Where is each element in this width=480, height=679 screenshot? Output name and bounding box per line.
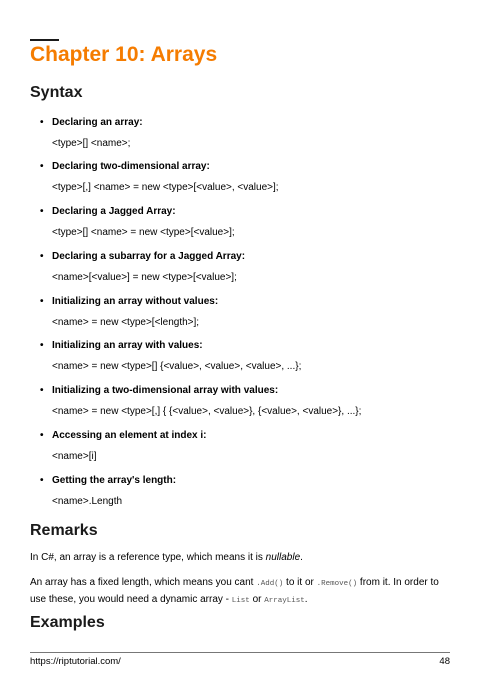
bullet-icon: • — [40, 251, 44, 262]
syntax-item-label: Declaring a Jagged Array: — [52, 206, 176, 217]
syntax-item-label: Declaring an array: — [52, 117, 143, 128]
chapter-rule — [30, 39, 59, 41]
syntax-item — [40, 160, 210, 173]
syntax-item — [40, 339, 203, 352]
bullet-icon: • — [40, 161, 44, 172]
remarks-text: An array has a fixed length, which means you cant — [30, 577, 257, 588]
inline-code: .Remove() — [316, 580, 358, 588]
syntax-item-label: Initializing a two-dimensional array with values: — [52, 385, 279, 396]
syntax-item-label: Getting the array's length: — [52, 475, 177, 486]
inline-code: List — [231, 597, 250, 605]
syntax-item — [40, 474, 176, 487]
syntax-item-label: Declaring a subarray for a Jagged Array: — [52, 251, 246, 262]
page-number: 48 — [439, 656, 450, 667]
remarks-text: . — [300, 552, 303, 563]
remarks-heading: Remarks — [30, 522, 98, 539]
syntax-item — [40, 295, 218, 308]
syntax-item — [40, 116, 143, 129]
chapter-title: Chapter 10: Arrays — [30, 43, 218, 66]
syntax-item-code: <name>[<value>] = new <type>[<value>]; — [52, 272, 237, 283]
remarks-emphasis: nullable — [265, 552, 301, 563]
remarks-paragraph — [30, 575, 450, 609]
syntax-item-code: <type>[] <name>; — [52, 138, 131, 149]
bullet-icon: • — [40, 385, 44, 396]
bullet-icon: • — [40, 430, 44, 441]
inline-code: ArrayList — [264, 597, 305, 605]
inline-code: .Add() — [256, 580, 284, 588]
remarks-text: . — [304, 594, 308, 605]
syntax-item — [40, 250, 245, 263]
syntax-item-code: <name> = new <type>[,] { {<value>, <value>}, {<value>, <value>}, ...}; — [52, 406, 362, 417]
syntax-item-code: <type>[] <name> = new <type>[<value>]; — [52, 227, 235, 238]
footer-url: https://riptutorial.com/ — [30, 656, 121, 667]
syntax-item-label: Initializing an array with values: — [52, 340, 203, 351]
syntax-item-code: <type>[,] <name> = new <type>[<value>, <value>]; — [52, 182, 279, 193]
bullet-icon: • — [40, 340, 44, 351]
remarks-text: In C#, an array is a reference type, which means it is — [30, 552, 266, 563]
remarks-text: from it. In order to use these, you would need a dynamic array - — [30, 577, 439, 605]
syntax-item — [40, 205, 176, 218]
remarks-paragraph — [30, 550, 450, 566]
syntax-heading: Syntax — [30, 84, 83, 101]
syntax-item-code: <name> = new <type>[] {<value>, <value>, <value>, ...}; — [52, 361, 302, 372]
bullet-icon: • — [40, 117, 44, 128]
syntax-item-label: Initializing an array without values: — [52, 296, 219, 307]
bullet-icon: • — [40, 206, 44, 217]
remarks-text: to it or — [283, 577, 317, 588]
syntax-item-label: Declaring two-dimensional array: — [52, 161, 210, 172]
bullet-icon: • — [40, 475, 44, 486]
footer-rule — [30, 652, 450, 653]
syntax-item — [40, 384, 278, 397]
syntax-item-code: <name> = new <type>[<length>]; — [52, 317, 200, 328]
syntax-item — [40, 429, 207, 442]
syntax-item-label: Accessing an element at index i: — [52, 430, 207, 441]
syntax-item-code: <name>[i] — [52, 451, 97, 462]
syntax-item-code: <name>.Length — [52, 496, 123, 507]
bullet-icon: • — [40, 296, 44, 307]
remarks-text: or — [249, 594, 265, 605]
examples-heading: Examples — [30, 614, 105, 631]
